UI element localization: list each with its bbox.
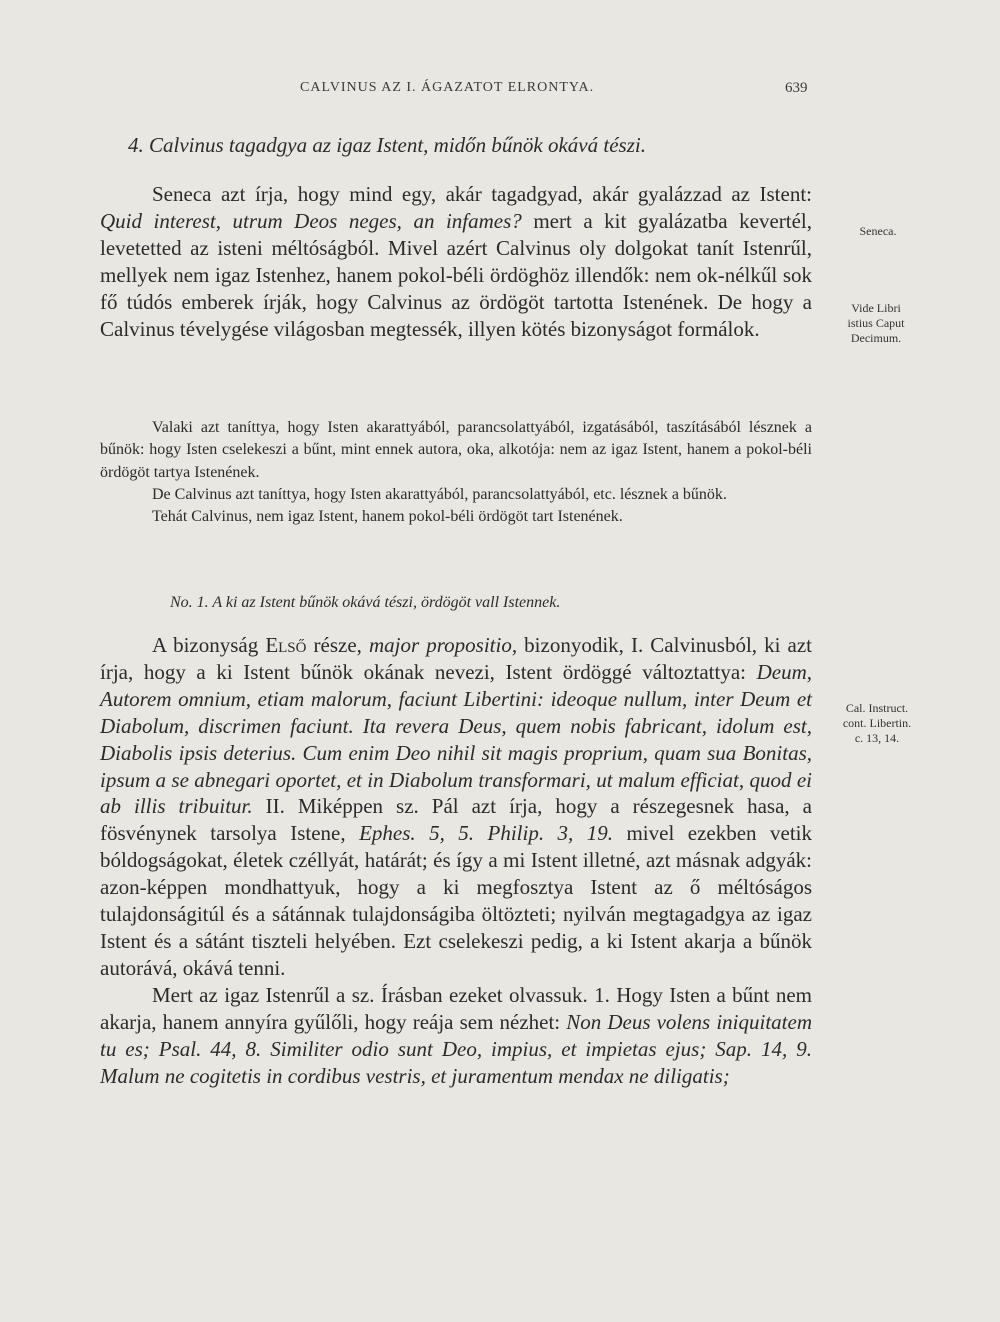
latin-citation: Non Deus volens iniquitatem tu es; Psal. 44, 8. Similiter odio sunt Deo, impius, et impietas ejus; Sap. 14, 9. Malum ne cogitetis in cordibus vestris, et juramentum mendax ne diligatis; (100, 1009, 812, 1088)
running-head: CALVINUS AZ I. ÁGAZATOT ELRONTYA. (300, 80, 595, 95)
syllogism-minor: De Calvinus azt taníttya, hogy Isten akarattyából, parancsolattyából, etc. lésznek a bűnök. (152, 485, 727, 503)
latin-citation: Deum, Autorem omnium, etiam malorum, faciunt Libertini: ideoque nullum, inter Deum et Diabolum, discrimen faciunt. Ita revera Deus, quem nobis fabricant, idolum est, Diabolis ipsis deterius. Cum enim Deo nihil sit magis proprium, quam sua Bonitas, ipsum a se abnegari oportet, et in Diabolum transformari, ut malum efficiat, quod ei ab illis tribuitur. (100, 659, 812, 819)
latin-quote: Quid interest, utrum Deos neges, an infames? (100, 208, 522, 233)
paragraph-proof-first: A bizonyság Első része, major propositio, bizonyodik, I. Calvinusból, ki azt írja, hogy a ki Istent bűnök okának nevezi, Istent ördöggé változtattya: Deum, Autorem omnium, etiam malorum, faciunt Libertini: ideoque nullum, inter Deum et Diabolum, discrimen faciunt. Ita revera Deus, quem nobis fabricant, idolum est, Diabolis ipsis deterius. Cum enim Deo nihil sit magis proprium, quam sua Bonitas, ipsum a se abnegari oportet, et in Diabolum transformari, ut malum efficiat, quod ei ab illis tribuitur. II. Miképpen sz. Pál azt írja, hogy a részegesnek hasa, a fösvénynek tarsolya Istene, Ephes. 5, 5. Philip. 3, 19. mivel ezekben vetik bóldogságokat, életek czéllyát, határát; és így a mi Istent illetné, azt másnak adgyák: azon-képpen mondhattyuk, hogy a ki megfosztya Istent az ő méltóságos tulajdonságitúl és a sátánnak tulajdonságiba öltözteti; nyilván megtagadgya az igaz Istent és a sátánt tiszteli helyében. Ezt cselekeszi pedig, a ki Istent akarja a bűnök autorává, okává tenni. (100, 633, 813, 980)
syllogism-major: Valaki azt taníttya, hogy Isten akarattyából, parancsolattyából, izgatásából, taszításából lésznek a bűnök: hogy Isten cselekeszi a bűnt, mint ennek autora, oka, alkotója: nem az igaz Istent, hanem a pokol-béli ördögöt tartya Istenének. (100, 419, 812, 481)
margin-note-seneca: Seneca. (859, 224, 897, 238)
paragraph-seneca (100, 181, 812, 342)
syllogism-block (100, 417, 812, 528)
paragraph-scripture: Mert az igaz Istenrűl a sz. Írásban ezeket olvassuk. 1. Hogy Isten a bűnt nem akarja, hanem annyíra gyűlőli, hogy reája sem nézhet: Non Deus volens iniquitatem tu es; Psal. 44, 8. Similiter odio sunt Deo, impius, et impietas ejus; Sap. 14, 9. Malum ne cogitetis in cordibus vestris, et juramentum mendax ne diligatis; (100, 982, 812, 1088)
scripture-reference: Ephes. 5, 5. Philip. 3, 19. (359, 821, 614, 846)
margin-note-calvin: Cal. Instruct. cont. Libertin. c. 13, 14. (842, 701, 912, 745)
section-title: 4. Calvinus tagadgya az igaz Istent, midőn bűnök okává tészi. (128, 133, 646, 157)
proof-paragraphs (100, 632, 812, 1089)
page-number: 639 (785, 80, 808, 96)
paragraph-text: Seneca azt írja, hogy mind egy, akár tagadgyad, akár gyalázzad az Istent: (152, 182, 812, 206)
subsection-title: No. 1. A ki az Istent bűnök okává tészi, ördögöt vall Istennek. (170, 594, 561, 611)
paragraph-text: mert a kit gyalázatba kevertél, levetetted az isteni méltóságból. Mivel azért Calvinus oly dolgokat tanít Istenrűl, mellyek nem igaz Istenhez, hanem pokol-béli ördöghöz illendők: nem ok-nélkűl sok fő túdós emberek írják, hogy Calvinus az ördögöt tartotta Istenének. De hogy a Calvinus tévelygése világosban megtessék, illyen kötés bizonyságot formálok. (100, 208, 813, 341)
syllogism-conclusion: Tehát Calvinus, nem igaz Istent, hanem pokol-béli ördögöt tart Istenének. (152, 508, 623, 526)
margin-note-vide: Vide Libri istius Caput Decimum. (847, 301, 905, 345)
